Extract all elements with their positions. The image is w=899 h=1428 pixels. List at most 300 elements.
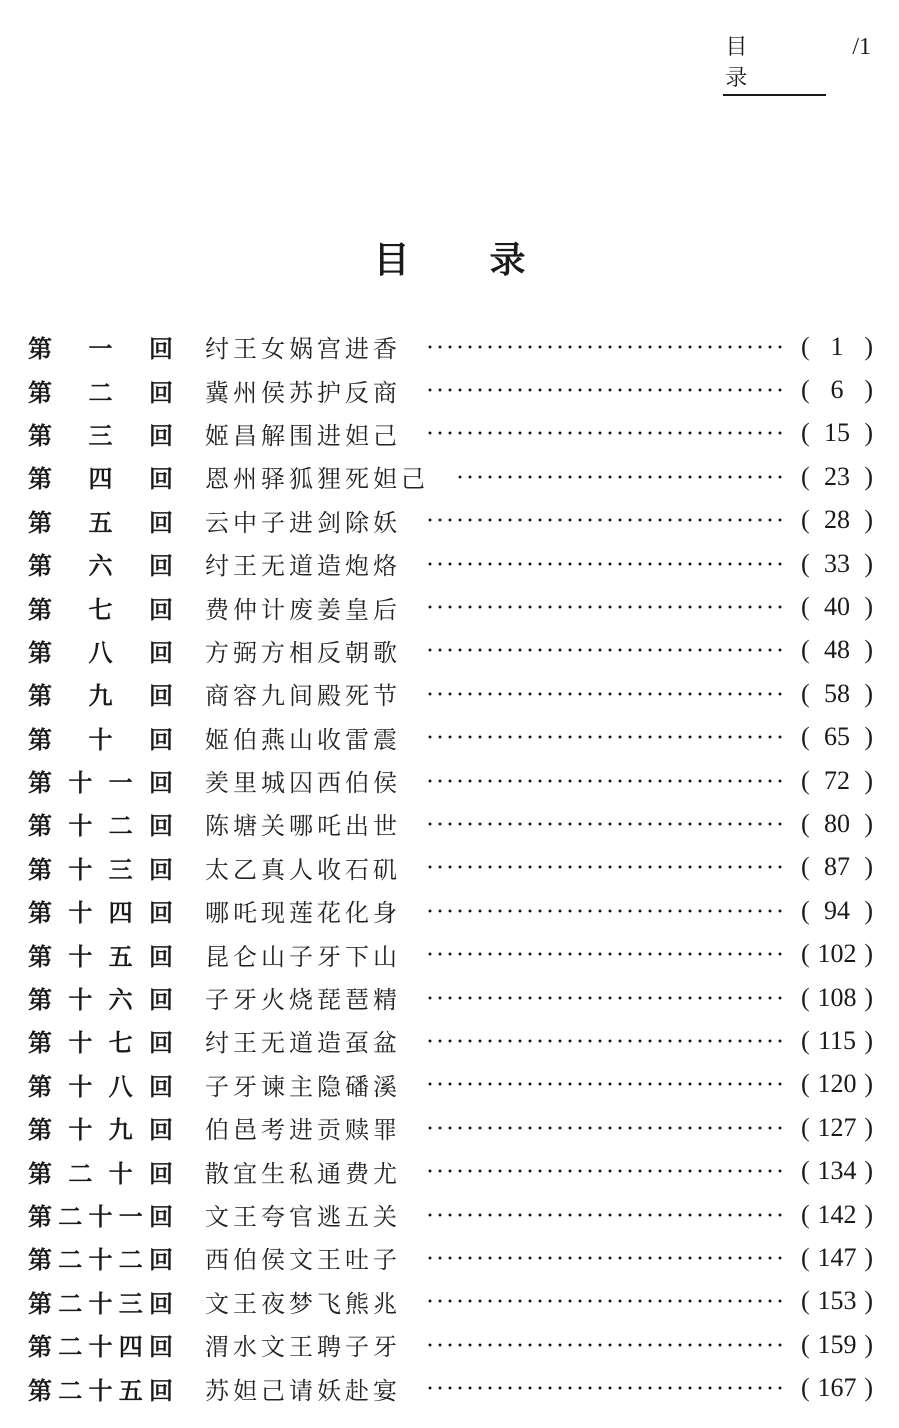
chapter-number-char: 十	[88, 1376, 113, 1405]
chapter-number-char: 六	[88, 552, 113, 581]
chapter-number-char: 回	[149, 421, 173, 450]
page-ref-number: 142	[817, 1199, 857, 1229]
chapter-title: 恩州驿狐狸死妲己	[205, 465, 429, 494]
toc-entry[interactable]	[28, 846, 873, 889]
chapter-number-char: 回	[148, 1159, 173, 1188]
chapter-number-char: 回	[149, 638, 173, 667]
page-reference	[801, 1026, 873, 1056]
close-paren: )	[864, 982, 873, 1012]
chapter-number	[28, 937, 173, 972]
close-paren: )	[864, 1199, 873, 1229]
chapter-number-char: 回	[149, 1289, 173, 1318]
chapter-number-char: 第	[28, 1116, 52, 1145]
open-paren: (	[801, 505, 810, 535]
toc-entry[interactable]	[28, 455, 873, 498]
page-reference	[801, 1069, 873, 1099]
chapter-number-char: 二	[68, 1159, 93, 1188]
close-paren: )	[864, 1329, 873, 1359]
chapter-number-char: 回	[148, 812, 173, 841]
chapter-number-char: 第	[28, 942, 52, 971]
chapter-number-char: 回	[148, 1029, 173, 1058]
page-ref-number: 58	[824, 678, 850, 708]
page-reference	[801, 1373, 873, 1403]
toc-entry[interactable]	[28, 976, 873, 1019]
toc-entry[interactable]	[28, 585, 873, 628]
close-paren: )	[864, 939, 873, 969]
chapter-number-char: 十	[68, 1116, 93, 1145]
chapter-number-char: 回	[148, 855, 173, 884]
open-paren: (	[801, 1156, 810, 1186]
chapter-title: 费仲计废姜皇后	[205, 595, 401, 624]
toc-entry[interactable]	[28, 368, 873, 411]
chapter-number-char: 第	[28, 465, 52, 494]
chapter-title: 羑里城囚西伯侯	[205, 769, 401, 798]
chapter-number-char: 回	[148, 942, 173, 971]
chapter-number-char: 第	[28, 595, 52, 624]
open-paren: (	[801, 808, 810, 838]
close-paren: )	[864, 895, 873, 925]
chapter-number-char: 七	[88, 595, 113, 624]
page-ref-number: 65	[824, 722, 850, 752]
open-paren: (	[801, 1329, 810, 1359]
chapter-number-char: 第	[28, 769, 52, 798]
chapter-number	[28, 1284, 173, 1319]
chapter-number	[28, 676, 173, 711]
chapter-number-char: 七	[108, 1029, 133, 1058]
chapter-number-char: 三	[118, 1289, 143, 1318]
close-paren: )	[864, 375, 873, 405]
dot-leader	[425, 1376, 785, 1400]
dot-leader	[425, 595, 785, 619]
toc-entry[interactable]	[28, 932, 873, 975]
close-paren: )	[864, 808, 873, 838]
toc-title: 目录	[373, 240, 606, 281]
close-paren: )	[864, 1373, 873, 1403]
chapter-number-char: 二	[58, 1289, 83, 1318]
chapter-number-char: 二	[58, 1333, 83, 1362]
open-paren: (	[801, 852, 810, 882]
page-reference	[801, 1113, 873, 1143]
open-paren: (	[801, 635, 810, 665]
page-reference	[801, 1243, 873, 1273]
chapter-number-char: 一	[118, 1203, 143, 1231]
chapter-number-char: 二	[108, 812, 133, 841]
page-ref-number: 80	[824, 808, 850, 838]
open-paren: (	[801, 1025, 810, 1055]
chapter-title: 西伯侯文王吐子	[205, 1246, 401, 1275]
chapter-number-char: 十	[68, 1072, 93, 1101]
chapter-title: 伯邑考进贡赎罪	[205, 1116, 401, 1145]
toc-entry[interactable]	[28, 1323, 873, 1366]
chapter-number-char: 第	[28, 812, 52, 841]
chapter-number	[28, 633, 173, 668]
chapter-number-char: 四	[118, 1333, 143, 1362]
chapter-title: 纣王无道造虿盆	[205, 1029, 401, 1058]
dot-leader	[425, 942, 785, 966]
chapter-number-char: 第	[28, 855, 52, 884]
toc-entry[interactable]	[28, 802, 873, 845]
toc-entry[interactable]	[28, 759, 873, 802]
toc-list	[28, 325, 873, 1410]
chapter-number-char: 五	[88, 508, 113, 537]
dot-leader	[425, 1029, 785, 1053]
close-paren: )	[864, 635, 873, 665]
chapter-number	[28, 1240, 173, 1275]
chapter-number-char: 第	[28, 1159, 52, 1188]
page-reference	[801, 549, 873, 579]
chapter-title: 姬昌解围进妲己	[205, 421, 401, 450]
dot-leader	[425, 378, 785, 402]
open-paren: (	[801, 1199, 810, 1229]
page-reference	[801, 722, 873, 752]
page-ref-number: 167	[817, 1373, 857, 1403]
close-paren: )	[864, 765, 873, 795]
dot-leader	[425, 812, 785, 836]
chapter-number-char: 回	[149, 335, 173, 364]
toc-entry[interactable]	[28, 542, 873, 585]
chapter-number-char: 一	[108, 769, 133, 798]
close-paren: )	[864, 722, 873, 752]
dot-leader	[425, 552, 785, 576]
dot-leader	[425, 769, 785, 793]
chapter-number-char: 十	[88, 1203, 113, 1231]
chapter-title: 子牙火烧琵琶精	[205, 986, 401, 1015]
page-reference	[801, 1330, 873, 1360]
chapter-number-char: 第	[28, 638, 52, 667]
chapter-number	[28, 1197, 173, 1232]
chapter-number-char: 八	[108, 1072, 133, 1101]
close-paren: )	[864, 1156, 873, 1186]
toc-entry[interactable]	[28, 672, 873, 715]
chapter-number-char: 十	[68, 812, 93, 841]
page-reference	[801, 766, 873, 796]
chapter-number-char: 第	[28, 335, 52, 364]
dot-leader	[425, 855, 785, 879]
page-reference	[801, 375, 873, 405]
chapter-number-char: 第	[28, 1203, 52, 1231]
open-paren: (	[801, 722, 810, 752]
chapter-number-char: 第	[28, 986, 52, 1015]
chapter-number	[28, 1023, 173, 1058]
open-paren: (	[801, 418, 810, 448]
chapter-number-char: 回	[148, 769, 173, 798]
running-header	[723, 30, 871, 96]
chapter-number-char: 十	[88, 1333, 113, 1362]
page-reference	[801, 1200, 873, 1230]
chapter-number-char: 回	[149, 725, 173, 754]
chapter-title: 纣王女娲宫进香	[205, 335, 401, 364]
close-paren: )	[864, 1069, 873, 1099]
chapter-number	[28, 373, 173, 408]
open-paren: (	[801, 1112, 810, 1142]
chapter-number-char: 回	[149, 682, 173, 711]
dot-leader	[425, 1116, 785, 1140]
chapter-number	[28, 1327, 173, 1362]
chapter-number	[28, 1154, 173, 1189]
toc-entry[interactable]	[28, 1366, 873, 1409]
chapter-title: 渭水文王聘子牙	[205, 1333, 401, 1362]
page-reference	[801, 1286, 873, 1316]
open-paren: (	[801, 375, 810, 405]
page-reference	[801, 592, 873, 622]
chapter-number-char: 二	[118, 1246, 143, 1275]
chapter-number-char: 回	[149, 465, 173, 494]
open-paren: (	[801, 548, 810, 578]
running-title: 目 录	[723, 30, 826, 96]
chapter-number-char: 五	[108, 942, 133, 971]
chapter-number-char: 回	[149, 1246, 173, 1275]
dot-leader	[453, 465, 785, 489]
chapter-number-char: 回	[148, 899, 173, 928]
open-paren: (	[801, 678, 810, 708]
chapter-number	[28, 1110, 173, 1145]
page-reference	[801, 939, 873, 969]
open-paren: (	[801, 939, 810, 969]
chapter-title: 陈塘关哪吒出世	[205, 812, 401, 841]
chapter-number-char: 三	[88, 421, 113, 450]
chapter-number-char: 第	[28, 682, 52, 711]
chapter-number	[28, 1067, 173, 1102]
toc-entry[interactable]	[28, 412, 873, 455]
chapter-number	[28, 329, 173, 364]
open-paren: (	[801, 1286, 810, 1316]
close-paren: )	[864, 505, 873, 535]
chapter-title: 纣王无道造炮烙	[205, 552, 401, 581]
toc-entry[interactable]	[28, 1063, 873, 1106]
dot-leader	[425, 1333, 785, 1357]
chapter-title: 方弼方相反朝歌	[205, 638, 401, 667]
chapter-number	[28, 980, 173, 1015]
chapter-number-char: 回	[149, 595, 173, 624]
chapter-number	[28, 503, 173, 538]
close-paren: )	[864, 1025, 873, 1055]
page-number: /1	[852, 34, 871, 60]
page-reference	[801, 635, 873, 665]
chapter-number-char: 十	[88, 725, 113, 754]
chapter-number-char: 四	[88, 465, 113, 494]
chapter-number-char: 十	[108, 1159, 133, 1188]
page-ref-number: 108	[817, 982, 857, 1012]
open-paren: (	[801, 1069, 810, 1099]
dot-leader	[425, 682, 785, 706]
open-paren: (	[801, 1373, 810, 1403]
chapter-number-char: 二	[58, 1376, 83, 1405]
toc-entry[interactable]	[28, 1280, 873, 1323]
open-paren: (	[801, 765, 810, 795]
chapter-number-char: 回	[148, 1116, 173, 1145]
page-reference	[801, 418, 873, 448]
chapter-number-char: 十	[88, 1289, 113, 1318]
dot-leader	[425, 899, 785, 923]
page-reference	[801, 679, 873, 709]
toc-entry[interactable]	[28, 325, 873, 368]
page-ref-number: 134	[817, 1156, 857, 1186]
chapter-number-char: 回	[149, 552, 173, 581]
page-ref-number: 115	[817, 1025, 857, 1055]
chapter-number-char: 十	[68, 986, 93, 1015]
chapter-title: 昆仑山子牙下山	[205, 942, 401, 971]
open-paren: (	[801, 331, 810, 361]
dot-leader	[425, 1072, 785, 1096]
chapter-number-char: 第	[28, 725, 52, 754]
chapter-number-char: 回	[149, 1203, 173, 1231]
toc-entry[interactable]	[28, 889, 873, 932]
chapter-number-char: 回	[149, 378, 173, 407]
chapter-number-char: 回	[149, 1376, 173, 1405]
dot-leader	[425, 638, 785, 662]
chapter-number-char: 九	[108, 1116, 133, 1145]
chapter-number	[28, 806, 173, 841]
page-ref-number: 72	[824, 765, 850, 795]
toc-entry[interactable]	[28, 1106, 873, 1149]
dot-leader	[425, 986, 785, 1010]
chapter-number-char: 第	[28, 1289, 52, 1318]
close-paren: )	[864, 678, 873, 708]
chapter-title: 姬伯燕山收雷震	[205, 725, 401, 754]
chapter-number-char: 回	[148, 1072, 173, 1101]
page-ref-number: 147	[817, 1242, 857, 1272]
chapter-number-char: 回	[149, 508, 173, 537]
page-ref-number: 6	[830, 375, 844, 405]
chapter-title: 商容九间殿死节	[205, 682, 401, 711]
chapter-number-char: 十	[88, 1246, 113, 1275]
chapter-number-char: 四	[108, 899, 133, 928]
chapter-number	[28, 590, 173, 625]
chapter-number-char: 十	[68, 855, 93, 884]
close-paren: )	[864, 331, 873, 361]
chapter-title: 冀州侯苏护反商	[205, 378, 401, 407]
chapter-number	[28, 763, 173, 798]
page-ref-number: 127	[817, 1112, 857, 1142]
chapter-number-char: 三	[108, 855, 133, 884]
open-paren: (	[801, 895, 810, 925]
chapter-number-char: 回	[148, 986, 173, 1015]
page-ref-number: 23	[824, 461, 850, 491]
dot-leader	[425, 1289, 785, 1313]
chapter-number	[28, 893, 173, 928]
chapter-number-char: 一	[88, 335, 113, 364]
dot-leader	[425, 421, 785, 445]
page-ref-number: 153	[817, 1286, 857, 1316]
chapter-number-char: 第	[28, 899, 52, 928]
chapter-number-char: 第	[28, 1333, 52, 1362]
close-paren: )	[864, 548, 873, 578]
chapter-title: 散宜生私通费尤	[205, 1159, 401, 1188]
chapter-title: 哪吒现莲花化身	[205, 899, 401, 928]
page-reference	[801, 462, 873, 492]
close-paren: )	[864, 592, 873, 622]
chapter-number-char: 九	[88, 682, 113, 711]
chapter-number-char: 第	[28, 378, 52, 407]
close-paren: )	[864, 1242, 873, 1272]
chapter-number-char: 第	[28, 508, 52, 537]
chapter-number-char: 六	[108, 986, 133, 1015]
chapter-number	[28, 546, 173, 581]
chapter-number-char: 二	[58, 1246, 83, 1275]
toc-entry[interactable]	[28, 1019, 873, 1062]
chapter-number-char: 二	[58, 1203, 83, 1231]
chapter-title: 苏妲己请妖赴宴	[205, 1376, 401, 1405]
toc-entry[interactable]	[28, 1193, 873, 1236]
chapter-title: 子牙谏主隐磻溪	[205, 1072, 401, 1101]
open-paren: (	[801, 1242, 810, 1272]
toc-entry[interactable]	[28, 629, 873, 672]
chapter-title: 文王夸官逃五关	[205, 1203, 401, 1231]
page-reference	[801, 896, 873, 926]
page-ref-number: 15	[824, 418, 850, 448]
page-ref-number: 33	[824, 548, 850, 578]
page-ref-number: 40	[824, 592, 850, 622]
chapter-title: 太乙真人收石矶	[205, 855, 401, 884]
chapter-number	[28, 1371, 173, 1406]
page-reference	[801, 983, 873, 1013]
page-reference	[801, 1156, 873, 1186]
page-ref-number: 1	[830, 331, 844, 361]
chapter-number-char: 十	[68, 899, 93, 928]
close-paren: )	[864, 461, 873, 491]
close-paren: )	[864, 852, 873, 882]
chapter-number	[28, 720, 173, 755]
chapter-number	[28, 850, 173, 885]
chapter-number-char: 十	[68, 1029, 93, 1058]
chapter-number-char: 八	[88, 638, 113, 667]
page-ref-number: 48	[824, 635, 850, 665]
page-reference	[801, 332, 873, 362]
open-paren: (	[801, 982, 810, 1012]
dot-leader	[425, 1203, 785, 1227]
page-reference	[801, 809, 873, 839]
chapter-number	[28, 459, 173, 494]
chapter-number-char: 第	[28, 1246, 52, 1275]
chapter-number-char: 第	[28, 421, 52, 450]
open-paren: (	[801, 461, 810, 491]
page-reference	[801, 852, 873, 882]
page-reference	[801, 505, 873, 535]
page-ref-number: 120	[817, 1069, 857, 1099]
dot-leader	[425, 508, 785, 532]
chapter-number-char: 回	[149, 1333, 173, 1362]
chapter-number-char: 十	[68, 769, 93, 798]
close-paren: )	[864, 1112, 873, 1142]
dot-leader	[425, 1159, 785, 1183]
chapter-number	[28, 416, 173, 451]
page-ref-number: 159	[817, 1329, 857, 1359]
chapter-title: 文王夜梦飞熊兆	[205, 1289, 401, 1318]
toc-entry[interactable]	[28, 1236, 873, 1279]
page-ref-number: 28	[824, 505, 850, 535]
toc-entry[interactable]	[28, 499, 873, 542]
page-ref-number: 102	[817, 939, 857, 969]
open-paren: (	[801, 592, 810, 622]
close-paren: )	[864, 1286, 873, 1316]
toc-entry[interactable]	[28, 716, 873, 759]
chapter-number-char: 第	[28, 1029, 52, 1058]
page-ref-number: 87	[824, 852, 850, 882]
dot-leader	[425, 335, 785, 359]
chapter-number-char: 第	[28, 552, 52, 581]
close-paren: )	[864, 418, 873, 448]
dot-leader	[425, 725, 785, 749]
chapter-number-char: 第	[28, 1072, 52, 1101]
toc-entry[interactable]	[28, 1149, 873, 1192]
page-ref-number: 94	[824, 895, 850, 925]
chapter-number-char: 二	[88, 378, 113, 407]
chapter-number-char: 第	[28, 1376, 52, 1405]
chapter-number-char: 五	[118, 1376, 143, 1405]
dot-leader	[425, 1246, 785, 1270]
chapter-number-char: 十	[68, 942, 93, 971]
chapter-title: 云中子进剑除妖	[205, 508, 401, 537]
